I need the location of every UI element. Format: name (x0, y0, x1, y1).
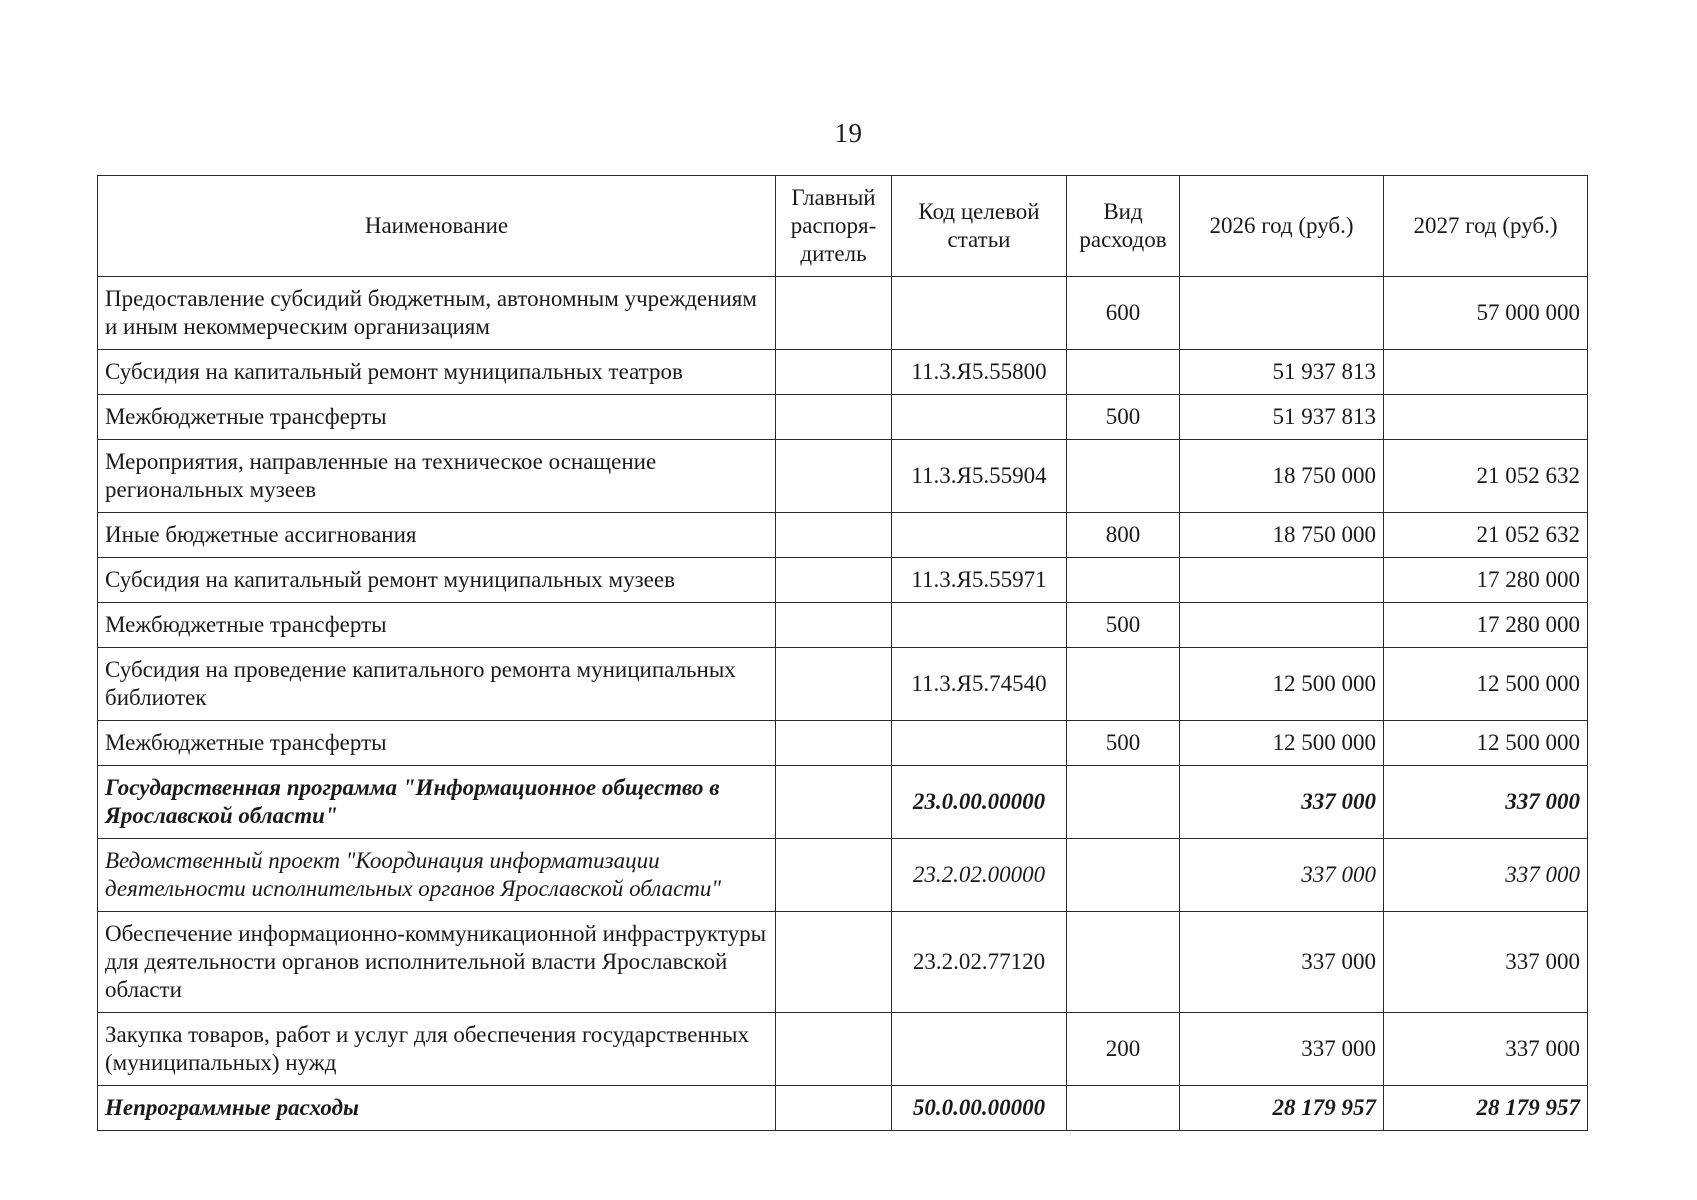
row-type (1067, 1086, 1180, 1131)
row-2026: 337 000 (1180, 912, 1384, 1013)
row-name: Обеспечение информационно-коммуникационной инфраструктуры для деятельности органов исполнительной власти Ярославской области (98, 912, 776, 1013)
budget-table (97, 175, 1588, 1131)
header-2026: 2026 год (руб.) (1180, 176, 1384, 277)
table-row (98, 1013, 1588, 1086)
row-2026: 51 937 813 (1180, 350, 1384, 395)
row-2027: 57 000 000 (1384, 277, 1588, 350)
row-name: Субсидия на капитальный ремонт муниципальных музеев (98, 558, 776, 603)
row-type: 600 (1067, 277, 1180, 350)
table-row-program (98, 766, 1588, 839)
row-admin (776, 603, 892, 648)
row-name: Ведомственный проект "Координация информатизации деятельности исполнительных органов Ярославской области" (98, 839, 776, 912)
row-type: 800 (1067, 513, 1180, 558)
row-2026 (1180, 558, 1384, 603)
row-2027: 337 000 (1384, 912, 1588, 1013)
row-code: 23.2.02.00000 (892, 839, 1067, 912)
row-name: Межбюджетные трансферты (98, 395, 776, 440)
row-code: 50.0.00.00000 (892, 1086, 1067, 1131)
row-admin (776, 721, 892, 766)
row-code: 11.3.Я5.55800 (892, 350, 1067, 395)
header-name: Наименование (98, 176, 776, 277)
row-2027 (1384, 395, 1588, 440)
row-2027: 28 179 957 (1384, 1086, 1588, 1131)
table-row (98, 648, 1588, 721)
row-admin (776, 839, 892, 912)
row-code (892, 395, 1067, 440)
row-type: 500 (1067, 721, 1180, 766)
header-2027: 2027 год (руб.) (1384, 176, 1588, 277)
row-2026: 337 000 (1180, 1013, 1384, 1086)
table-row-project (98, 839, 1588, 912)
table-row (98, 912, 1588, 1013)
row-2027: 12 500 000 (1384, 648, 1588, 721)
row-2026: 337 000 (1180, 839, 1384, 912)
row-2026: 18 750 000 (1180, 440, 1384, 513)
row-type: 500 (1067, 603, 1180, 648)
table-row (98, 395, 1588, 440)
row-name: Межбюджетные трансферты (98, 603, 776, 648)
row-code: 11.3.Я5.55971 (892, 558, 1067, 603)
row-code (892, 603, 1067, 648)
table-row (98, 603, 1588, 648)
row-admin (776, 766, 892, 839)
row-admin (776, 648, 892, 721)
table-row-nonprogram (98, 1086, 1588, 1131)
page-number: 19 (834, 118, 863, 148)
row-code: 23.2.02.77120 (892, 912, 1067, 1013)
row-code: 11.3.Я5.55904 (892, 440, 1067, 513)
row-admin (776, 440, 892, 513)
row-type (1067, 350, 1180, 395)
row-type: 200 (1067, 1013, 1180, 1086)
header-code: Код целевой статьи (892, 176, 1067, 277)
row-2027: 12 500 000 (1384, 721, 1588, 766)
row-2027: 21 052 632 (1384, 513, 1588, 558)
row-admin (776, 1086, 892, 1131)
row-2027: 17 280 000 (1384, 558, 1588, 603)
row-2026 (1180, 277, 1384, 350)
row-admin (776, 558, 892, 603)
row-type (1067, 440, 1180, 513)
header-admin: Главный распоря-дитель (776, 176, 892, 277)
row-2026: 337 000 (1180, 766, 1384, 839)
row-code (892, 277, 1067, 350)
row-name: Мероприятия, направленные на техническое оснащение региональных музеев (98, 440, 776, 513)
header-type: Вид расходов (1067, 176, 1180, 277)
row-admin (776, 350, 892, 395)
row-name: Субсидия на капитальный ремонт муниципальных театров (98, 350, 776, 395)
table-header-row (98, 176, 1588, 277)
row-name: Иные бюджетные ассигнования (98, 513, 776, 558)
row-name: Непрограммные расходы (98, 1086, 776, 1131)
row-2027 (1384, 350, 1588, 395)
row-name: Межбюджетные трансферты (98, 721, 776, 766)
row-name: Субсидия на проведение капитального ремонта муниципальных библиотек (98, 648, 776, 721)
table-row (98, 440, 1588, 513)
row-2026: 12 500 000 (1180, 721, 1384, 766)
row-type (1067, 766, 1180, 839)
table-row (98, 721, 1588, 766)
row-2026: 12 500 000 (1180, 648, 1384, 721)
table-row (98, 513, 1588, 558)
row-code: 23.0.00.00000 (892, 766, 1067, 839)
row-admin (776, 1013, 892, 1086)
row-2027: 337 000 (1384, 766, 1588, 839)
row-name: Государственная программа "Информационное общество в Ярославской области" (98, 766, 776, 839)
row-type (1067, 558, 1180, 603)
row-2027: 337 000 (1384, 839, 1588, 912)
row-2026 (1180, 603, 1384, 648)
row-2026: 28 179 957 (1180, 1086, 1384, 1131)
row-2027: 21 052 632 (1384, 440, 1588, 513)
table-row (98, 558, 1588, 603)
row-2027: 337 000 (1384, 1013, 1588, 1086)
row-admin (776, 513, 892, 558)
row-code (892, 513, 1067, 558)
table-row (98, 277, 1588, 350)
row-name: Закупка товаров, работ и услуг для обеспечения государственных (муниципальных) нужд (98, 1013, 776, 1086)
row-admin (776, 395, 892, 440)
row-admin (776, 912, 892, 1013)
row-type (1067, 839, 1180, 912)
row-type (1067, 912, 1180, 1013)
row-code (892, 1013, 1067, 1086)
row-name: Предоставление субсидий бюджетным, автономным учреждениям и иным некоммерческим организациям (98, 277, 776, 350)
row-type: 500 (1067, 395, 1180, 440)
row-2026: 18 750 000 (1180, 513, 1384, 558)
row-code (892, 721, 1067, 766)
row-2026: 51 937 813 (1180, 395, 1384, 440)
row-2027: 17 280 000 (1384, 603, 1588, 648)
row-admin (776, 277, 892, 350)
table-row (98, 350, 1588, 395)
row-code: 11.3.Я5.74540 (892, 648, 1067, 721)
row-type (1067, 648, 1180, 721)
